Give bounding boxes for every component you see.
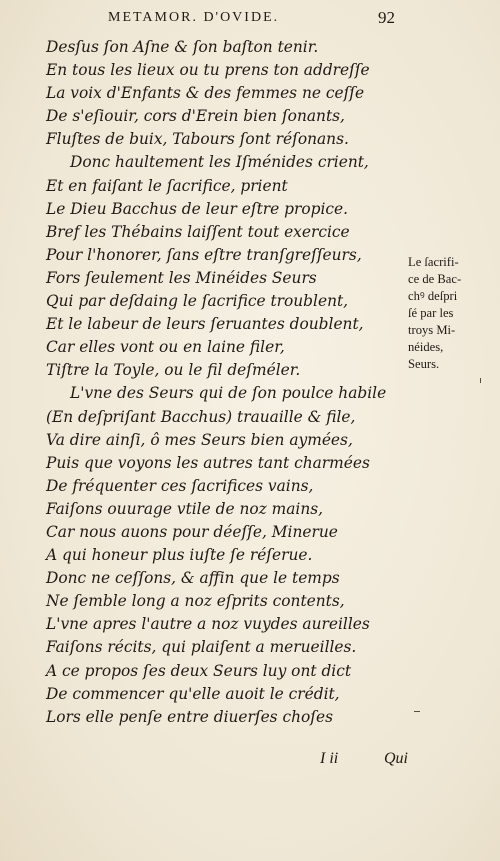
verse-line: Et en faiſant le ſacrifice, prient — [46, 176, 288, 195]
verse-line: Bref les Thébains laiſſent tout exercice — [46, 222, 350, 241]
verse-line: Ne ſemble long a noz eſprits contents, — [46, 592, 345, 611]
verse-line: L'vne apres l'autre a noz vuydes aureilles — [46, 615, 370, 634]
margin-note-line: ce de Bac- — [408, 272, 462, 286]
verse-line: Donc ne ceſſons, & affin que le temps — [46, 569, 340, 588]
verse-line: Lors elle penſe entre diuerſes choſes — [46, 707, 333, 726]
verse-line: Qui par deſdaing le ſacrifice troublent, — [46, 292, 349, 311]
margin-note-line: troys Mi- — [408, 323, 456, 337]
verse-line: Tiſtre la Toyle, ou le fil deſméler. — [46, 361, 301, 380]
verse-line: (En deſpriſant Bacchus) trauaille & file, — [46, 407, 356, 426]
verse-line: Faiſons récits, qui plaiſent a merueilles. — [46, 638, 357, 657]
verse-line: La voix d'Enfants & des femmes ne ceſſe — [46, 84, 365, 103]
print-mark — [480, 378, 481, 383]
catchword: Qui — [384, 750, 408, 767]
verse-line: A ce propos ſes deux Seurs luy ont dict — [46, 661, 352, 680]
page-number: 92 — [378, 8, 395, 27]
margin-note-line: chꝰ deſpri — [408, 289, 458, 303]
verse-line: Desſus ſon Aſne & ſon baſton tenir. — [46, 38, 319, 56]
verse-line: Puis que voyons les autres tant charmées — [46, 453, 370, 472]
signature-mark: I ii — [320, 750, 339, 767]
verse-line: Car nous auons pour déeſſe, Minerue — [46, 522, 338, 541]
margin-note — [408, 254, 488, 373]
margin-note-line: ſé par les — [408, 306, 454, 320]
verse-block — [46, 36, 386, 729]
print-mark — [414, 711, 420, 712]
verse-line: De commencer qu'elle auoit le crédit, — [46, 684, 340, 703]
verse-line: Et le labeur de leurs ſeruantes doublent, — [46, 315, 364, 334]
verse-line: Va dire ainſi, ô mes Seurs bien aymées, — [46, 430, 353, 449]
verse-line: Car elles vont ou en laine filer, — [46, 338, 285, 357]
margin-note-line: Le ſacrifi- — [408, 255, 459, 269]
verse-line: A qui honeur plus iuſte ſe réſerue. — [46, 546, 313, 565]
verse-line: Faiſons ouurage vtile de noz mains, — [46, 499, 324, 518]
verse-line: Le Dieu Bacchus de leur eſtre propice. — [46, 199, 348, 218]
margin-note-line: néides, — [408, 340, 444, 354]
verse-line: En tous les lieux ou tu prens ton addreſſe — [46, 61, 370, 80]
verse-line: L'vne des Seurs qui de ſon poulce habile — [70, 384, 387, 403]
verse-line: De s'eſiouir, cors d'Erein bien ſonants, — [46, 107, 345, 126]
verse-line: De fréquenter ces ſacrifices vains, — [46, 476, 314, 495]
verse-line: Pour l'honorer, ſans eſtre tranſgreſſeurs, — [46, 245, 362, 264]
margin-note-line: Seurs. — [408, 357, 440, 371]
verse-line: Fors ſeulement les Minéides Seurs — [46, 268, 317, 287]
verse-line: Donc haultement les Iſménides crient, — [70, 153, 369, 172]
running-title: METAMOR. D'OVIDE. — [108, 10, 280, 25]
verse-line: Fluſtes de buix, Tabours ſont réſonans. — [46, 130, 349, 149]
